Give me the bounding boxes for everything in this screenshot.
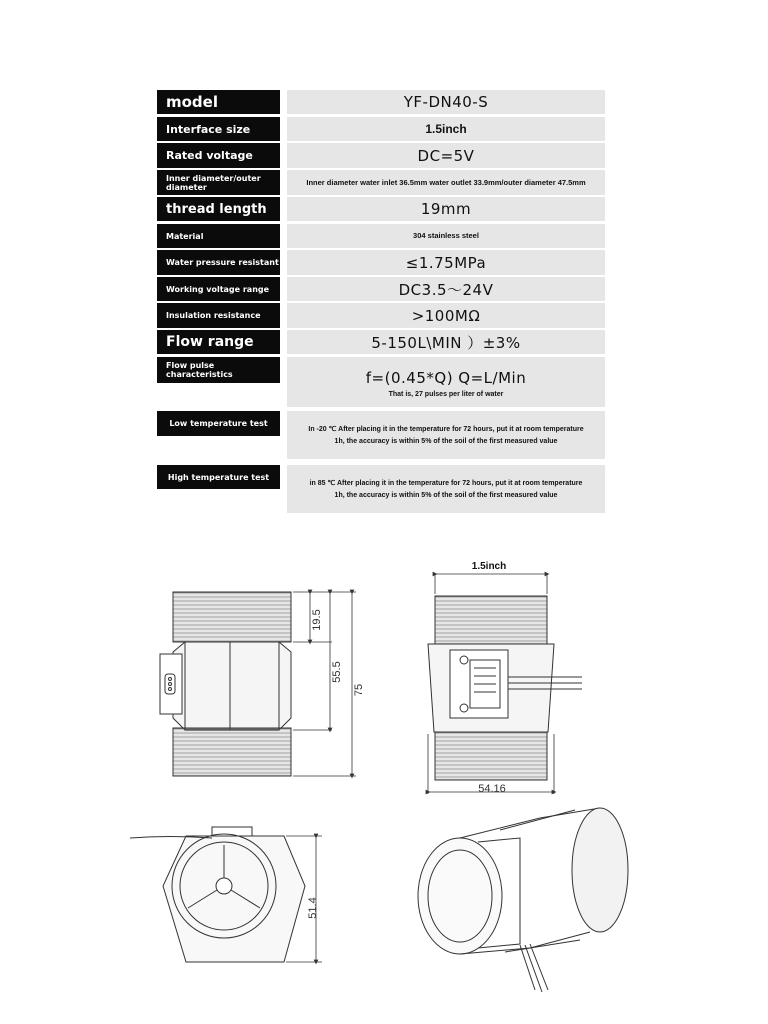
flow-range-label: Flow range [157,330,280,354]
low-temp-line2: 1h, the accuracy is within 5% of the soil of the first measured value [334,437,558,445]
dim-total-length: 75 [353,683,365,697]
diameter-value: Inner diameter water inlet 36.5mm water outlet 33.9mm/outer diameter 47.5mm [287,170,605,195]
front-view-drawing [428,596,582,780]
water-pressure-value: ≤1.75MPa [287,250,605,275]
interface-size-value: 1.5inch [287,117,605,141]
dim-body-length: 55.5 [331,661,343,683]
high-temp-value-cell [287,465,605,513]
flow-pulse-label: Flow pulse characteristics [157,357,280,383]
dim-size-label: 1.5inch [471,561,507,572]
insulation-label: Insulation resistance [157,303,280,328]
flow-pulse-value-cell [287,357,605,407]
end-view-drawing [130,827,305,962]
isometric-view-drawing [418,808,628,992]
model-value: YF-DN40-S [287,90,605,114]
side-view-dimensions [293,592,356,776]
water-pressure-label: Water pressure resistant [157,250,280,275]
low-temp-line1: In -20 ℃ After placing it in the temperature for 72 hours, put it at room temperature [308,425,584,433]
insulation-value: >100MΩ [287,303,605,328]
low-temp-label: Low temperature test [157,411,280,436]
low-temp-value-cell [287,411,605,459]
high-temp-label: High temperature test [157,465,280,489]
dim-thread-length: 19.5 [311,609,323,631]
dim-outer-diameter: 51.4 [307,897,319,919]
high-temp-line1: in 85 ℃ After placing it in the temperature for 72 hours, put it at room temperature [309,479,583,487]
flow-pulse-value: f=(0.45*Q) Q=L/Min [365,369,527,387]
thread-length-value: 19mm [287,197,605,221]
rated-voltage-label: Rated voltage [157,143,280,168]
flow-range-value: 5-150L\MIN ）±3% [287,330,605,354]
side-view-drawing [160,592,291,776]
thread-length-label: thread length [157,197,280,221]
model-label: model [157,90,280,114]
high-temp-line2: 1h, the accuracy is within 5% of the soil of the first measured value [334,491,558,499]
technical-drawing [0,540,768,1024]
diameter-label: Inner diameter/outer diameter [157,170,280,195]
material-value: 304 stainless steel [287,224,605,248]
rated-voltage-value: DC=5V [287,143,605,168]
flow-pulse-subvalue: That is, 27 pulses per liter of water [388,391,504,398]
dim-width: 54.16 [478,783,506,795]
working-voltage-value: DC3.5～24V [287,277,605,301]
interface-size-label: Interface size [157,117,280,141]
material-label: Material [157,224,280,248]
working-voltage-label: Working voltage range [157,277,280,301]
